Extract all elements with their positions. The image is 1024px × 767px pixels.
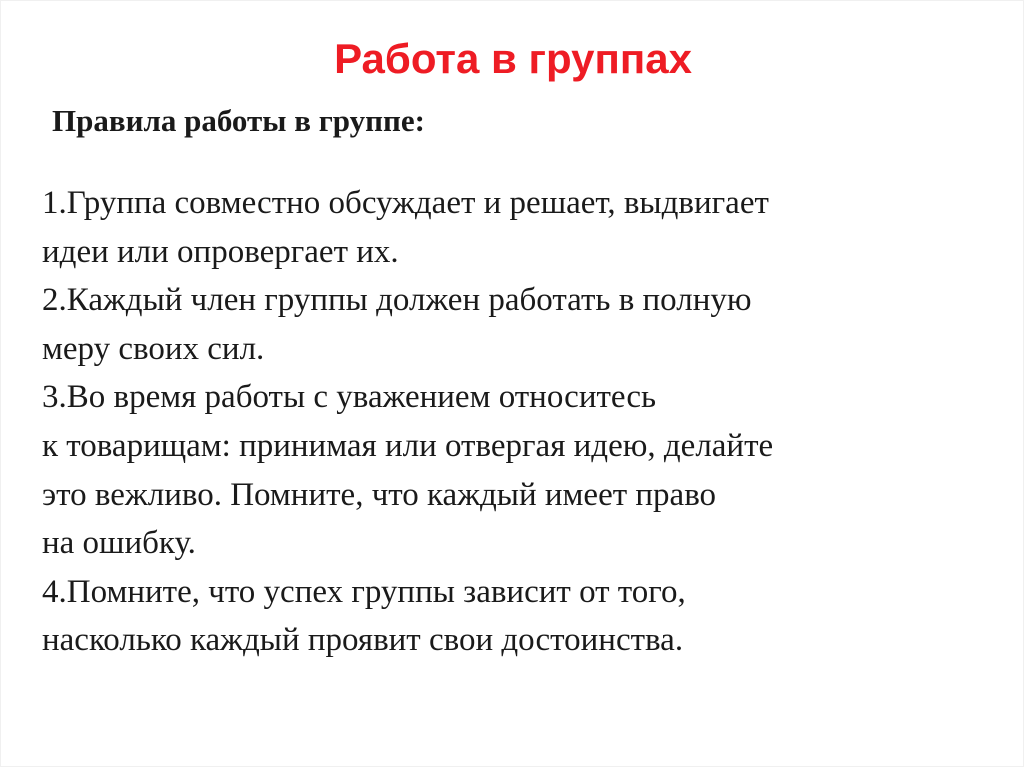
rule-2-line-2: меру своих сил. [42,330,265,367]
rule-4-line-2: насколько каждый проявит свои достоинства. [42,622,684,659]
rule-2-line-1: 2.Каждый член группы должен работать в полную [42,282,752,319]
rules-list [42,179,992,665]
rules-heading: Правила работы в группе: [52,103,425,138]
rule-3-line-3: это вежливо. Помните, что каждый имеет право [42,476,717,513]
rule-4-line-1: 4.Помните, что успех группы зависит от того, [42,573,686,610]
slide-title: Работа в группах [334,35,692,82]
rule-3-line-1: 3.Во время работы с уважением относитесь [42,379,657,416]
rule-1-line-1: 1.Группа совместно обсуждает и решает, выдвигает [42,185,769,221]
rule-3-line-2: к товарищам: принимая или отвергая идею, делайте [42,427,774,464]
rule-3-line-4: на ошибку. [42,525,196,562]
rule-1-line-2: идеи или опровергает их. [42,233,399,270]
